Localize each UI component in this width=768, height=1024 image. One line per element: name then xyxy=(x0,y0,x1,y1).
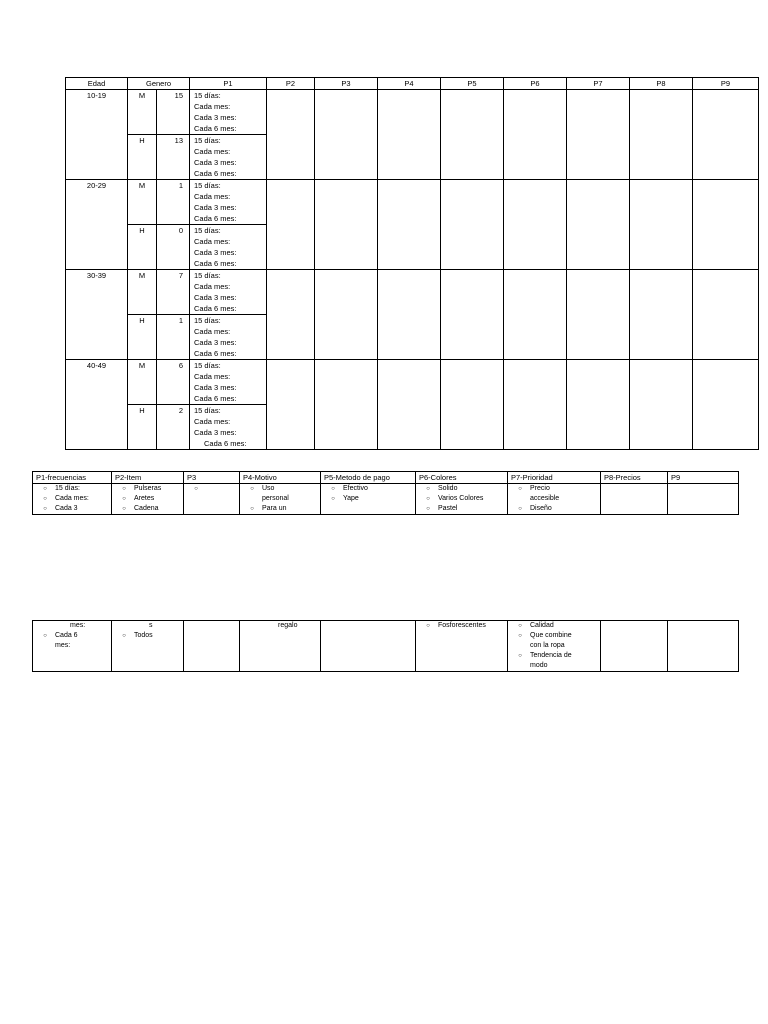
p5-cell xyxy=(441,180,504,270)
list-item xyxy=(510,484,598,494)
option-text: Todos xyxy=(134,632,153,639)
legend-p1-cont-cell xyxy=(33,621,112,672)
option-text: Calidad xyxy=(530,622,554,629)
legend-table-top xyxy=(32,471,739,515)
bullet-icon: ○ xyxy=(250,486,254,492)
header-p9: P9 xyxy=(693,78,759,90)
option-text: Yape xyxy=(343,495,359,502)
p9-cell xyxy=(693,90,759,180)
list-item xyxy=(114,631,181,641)
bullet-icon: ○ xyxy=(518,623,522,629)
p6-cell xyxy=(504,90,567,180)
count-cell: 13 xyxy=(157,135,190,180)
list-item xyxy=(510,504,598,514)
p1-option-text: Cada 3 mes: xyxy=(194,158,237,167)
p1-option-text: Cada mes: xyxy=(194,147,231,156)
legend-p5-cell xyxy=(321,484,416,515)
legend-continued-row xyxy=(33,621,739,672)
count-cell: 6 xyxy=(157,360,190,405)
p6-cell xyxy=(504,180,567,270)
p1-option-text: Cada mes: xyxy=(194,327,231,336)
p3-cell xyxy=(315,360,378,450)
legend-header-p5: P5-Metodo de pago xyxy=(321,472,416,484)
gender-cell: M xyxy=(128,360,157,405)
legend-p5-cont-cell xyxy=(321,621,416,672)
header-p8: P8 xyxy=(630,78,693,90)
option-text: accesible xyxy=(530,495,560,502)
option-text: Uso xyxy=(262,485,275,492)
p3-cell xyxy=(315,90,378,180)
p7-cell xyxy=(567,360,630,450)
legend-p3-cont-cell xyxy=(184,621,240,672)
bullet-icon: ○ xyxy=(426,623,430,629)
legend-options-row xyxy=(33,484,739,515)
list-item xyxy=(35,641,109,651)
bullet-icon: ○ xyxy=(426,486,430,492)
p1-option-text: 15 días: xyxy=(194,136,221,145)
header-p5: P5 xyxy=(441,78,504,90)
p6-cell xyxy=(504,360,567,450)
option-text: Pastel xyxy=(438,505,458,512)
table-row xyxy=(66,180,759,225)
list-item xyxy=(242,484,318,494)
header-p2: P2 xyxy=(267,78,315,90)
p1-cell xyxy=(190,270,267,315)
bullet-icon: ○ xyxy=(122,486,126,492)
option-text: personal xyxy=(262,495,289,502)
legend-p2-cell xyxy=(112,484,184,515)
gender-cell: M xyxy=(128,90,157,135)
p8-cell xyxy=(630,270,693,360)
legend-p9-cont-cell xyxy=(668,621,739,672)
option-text: 15 días: xyxy=(55,485,80,492)
legend-header-p7: P7-Prioridad xyxy=(508,472,601,484)
option-text: Efectivo xyxy=(343,485,368,492)
bullet-icon: ○ xyxy=(122,496,126,502)
list-item xyxy=(323,494,413,504)
header-p7: P7 xyxy=(567,78,630,90)
p2-cell xyxy=(267,90,315,180)
legend-header-p4: P4-Motivo xyxy=(240,472,321,484)
p1-option-text: Cada mes: xyxy=(194,282,231,291)
header-p4: P4 xyxy=(378,78,441,90)
p1-option-text: Cada 3 mes: xyxy=(194,428,237,437)
bullet-icon: ○ xyxy=(518,633,522,639)
p1-cell xyxy=(190,225,267,270)
list-item xyxy=(418,621,505,631)
legend-p7-cell xyxy=(508,484,601,515)
p7-cell xyxy=(567,180,630,270)
bullet-icon xyxy=(242,494,262,504)
p1-option-text: Cada 3 mes: xyxy=(194,113,237,122)
count-cell: 1 xyxy=(157,315,190,360)
bullet-icon: ○ xyxy=(122,633,126,639)
bullet-icon: ○ xyxy=(331,496,335,502)
p1-option-text: Cada 3 mes: xyxy=(194,383,237,392)
p3-cell xyxy=(315,270,378,360)
bullet-icon: ○ xyxy=(43,633,47,639)
bullet-icon: ○ xyxy=(122,506,126,512)
legend-header-p3: P3 xyxy=(184,472,240,484)
p9-cell xyxy=(693,270,759,360)
list-item xyxy=(35,504,109,514)
bullet-icon xyxy=(510,661,530,671)
legend-p4-cell xyxy=(240,484,321,515)
p4-cell xyxy=(378,180,441,270)
option-text: Para un xyxy=(262,505,287,512)
p9-cell xyxy=(693,180,759,270)
p7-cell xyxy=(567,90,630,180)
age-cell: 10-19 xyxy=(66,90,128,180)
count-cell: 2 xyxy=(157,405,190,450)
bullet-icon: ○ xyxy=(518,653,522,659)
p1-cell xyxy=(190,90,267,135)
list-item xyxy=(242,494,318,504)
table-row xyxy=(66,90,759,135)
list-item xyxy=(510,631,598,641)
p1-option-text: Cada 3 mes: xyxy=(194,248,237,257)
option-text: modo xyxy=(530,662,548,669)
p5-cell xyxy=(441,270,504,360)
age-cell: 40-49 xyxy=(66,360,128,450)
option-text: Pulseras xyxy=(134,485,162,492)
p1-cell xyxy=(190,360,267,405)
p1-option-text: Cada 6 mes: xyxy=(194,259,237,268)
p1-option-text: Cada 6 mes: xyxy=(204,439,247,448)
list-item xyxy=(418,494,505,504)
p5-cell xyxy=(441,360,504,450)
legend-header-p1: P1-frecuencias xyxy=(33,472,112,484)
p4-cell xyxy=(378,360,441,450)
bullet-icon xyxy=(35,641,55,651)
option-text: Aretes xyxy=(134,495,155,502)
header-genero: Genero xyxy=(128,78,190,90)
legend-p8-cont-cell xyxy=(601,621,668,672)
option-text: Que combine xyxy=(530,632,572,639)
bullet-icon: ○ xyxy=(331,486,335,492)
p8-cell xyxy=(630,180,693,270)
list-item xyxy=(35,631,109,641)
legend-p9-cell xyxy=(668,484,739,515)
option-text: Cada mes: xyxy=(55,495,89,502)
p1-option-text: 15 días: xyxy=(194,181,221,190)
gender-cell: H xyxy=(128,225,157,270)
legend-p7-cont-cell xyxy=(508,621,601,672)
legend-p4-cont-cell xyxy=(240,621,321,672)
p1-cell xyxy=(190,315,267,360)
bullet-icon: ○ xyxy=(43,496,47,502)
list-item xyxy=(418,484,505,494)
list-item xyxy=(35,484,109,494)
option-text: Cadena xyxy=(134,505,159,512)
p2-cell xyxy=(267,270,315,360)
list-item xyxy=(418,504,505,514)
option-text: Cada 6 xyxy=(55,632,78,639)
legend-table-bottom xyxy=(32,620,739,672)
continued-text: mes: xyxy=(70,622,86,629)
p1-option-text: Cada 6 mes: xyxy=(194,124,237,133)
option-text: Fosforescentes xyxy=(438,622,486,629)
p1-option-text: Cada 6 mes: xyxy=(194,169,237,178)
list-item xyxy=(114,494,181,504)
p1-option-text: Cada 3 mes: xyxy=(194,203,237,212)
list-item xyxy=(186,484,237,494)
legend-p8-cell xyxy=(601,484,668,515)
bullet-icon: ○ xyxy=(518,486,522,492)
age-cell: 20-29 xyxy=(66,180,128,270)
header-p3: P3 xyxy=(315,78,378,90)
option-text: con la ropa xyxy=(530,642,565,649)
list-item xyxy=(510,641,598,651)
p1-option-text: Cada mes: xyxy=(194,237,231,246)
option-text: Varios Colores xyxy=(438,495,484,502)
continued-text: s xyxy=(149,622,153,629)
p2-cell xyxy=(267,180,315,270)
p1-option-text: 15 días: xyxy=(194,316,221,325)
continued-text: regalo xyxy=(278,622,298,629)
p4-cell xyxy=(378,270,441,360)
gender-cell: H xyxy=(128,315,157,360)
list-item xyxy=(510,651,598,661)
list-item xyxy=(242,504,318,514)
legend-header-row xyxy=(33,472,739,484)
p8-cell xyxy=(630,360,693,450)
list-item xyxy=(35,494,109,504)
p1-option-text: Cada 3 mes: xyxy=(194,293,237,302)
p1-cell xyxy=(190,135,267,180)
p1-option-text: 15 días: xyxy=(194,226,221,235)
p1-option-text: Cada 6 mes: xyxy=(194,394,237,403)
p1-cell xyxy=(190,180,267,225)
count-cell: 7 xyxy=(157,270,190,315)
gender-cell: H xyxy=(128,135,157,180)
p1-option-text: Cada mes: xyxy=(194,102,231,111)
p2-cell xyxy=(267,360,315,450)
list-item xyxy=(510,661,598,671)
bullet-icon: ○ xyxy=(43,486,47,492)
p6-cell xyxy=(504,270,567,360)
legend-header-p9: P9 xyxy=(668,472,739,484)
list-item xyxy=(510,621,598,631)
legend-p6-cell xyxy=(416,484,508,515)
option-text: Solido xyxy=(438,485,458,492)
header-p1: P1 xyxy=(190,78,267,90)
p9-cell xyxy=(693,360,759,450)
option-text: Tendencia de xyxy=(530,652,572,659)
p1-option-text: Cada 6 mes: xyxy=(194,349,237,358)
p5-cell xyxy=(441,90,504,180)
option-text: Cada 3 xyxy=(55,505,78,512)
p4-cell xyxy=(378,90,441,180)
bullet-icon xyxy=(510,641,530,651)
survey-table xyxy=(65,77,759,450)
gender-cell: M xyxy=(128,180,157,225)
count-cell: 15 xyxy=(157,90,190,135)
header-p6: P6 xyxy=(504,78,567,90)
p1-option-text: Cada mes: xyxy=(194,192,231,201)
list-item xyxy=(510,494,598,504)
p8-cell xyxy=(630,90,693,180)
p1-option-text: 15 días: xyxy=(194,91,221,100)
count-cell: 1 xyxy=(157,180,190,225)
option-text: Diseño xyxy=(530,505,552,512)
gender-cell: H xyxy=(128,405,157,450)
list-item xyxy=(114,484,181,494)
legend-header-p6: P6-Colores xyxy=(416,472,508,484)
bullet-icon: ○ xyxy=(426,496,430,502)
p1-option-text: Cada mes: xyxy=(194,372,231,381)
p1-option-text: 15 días: xyxy=(194,271,221,280)
header-edad: Edad xyxy=(66,78,128,90)
table-row xyxy=(66,360,759,405)
legend-p6-cont-cell xyxy=(416,621,508,672)
legend-p3-cell xyxy=(184,484,240,515)
bullet-icon: ○ xyxy=(194,486,198,492)
age-cell: 30-39 xyxy=(66,270,128,360)
bullet-icon xyxy=(510,494,530,504)
p1-option-text: 15 días: xyxy=(194,361,221,370)
p1-option-text: Cada 6 mes: xyxy=(194,214,237,223)
legend-header-p2: P2-Item xyxy=(112,472,184,484)
table-row xyxy=(66,270,759,315)
bullet-icon: ○ xyxy=(518,506,522,512)
table-header-row xyxy=(66,78,759,90)
p1-option-text: 15 días: xyxy=(194,406,221,415)
option-text: Precio xyxy=(530,485,550,492)
p1-option-text: Cada 6 mes: xyxy=(194,304,237,313)
gender-cell: M xyxy=(128,270,157,315)
legend-p2-cont-cell xyxy=(112,621,184,672)
p1-option-text: Cada 3 mes: xyxy=(194,338,237,347)
bullet-icon: ○ xyxy=(250,506,254,512)
legend-p1-cell xyxy=(33,484,112,515)
count-cell: 0 xyxy=(157,225,190,270)
list-item xyxy=(323,484,413,494)
bullet-icon: ○ xyxy=(426,506,430,512)
legend-header-p8: P8-Precios xyxy=(601,472,668,484)
p7-cell xyxy=(567,270,630,360)
option-text: mes: xyxy=(55,642,71,649)
bullet-icon: ○ xyxy=(43,506,47,512)
p3-cell xyxy=(315,180,378,270)
list-item xyxy=(114,504,181,514)
p1-cell xyxy=(190,405,267,450)
p1-option-text: Cada mes: xyxy=(194,417,231,426)
